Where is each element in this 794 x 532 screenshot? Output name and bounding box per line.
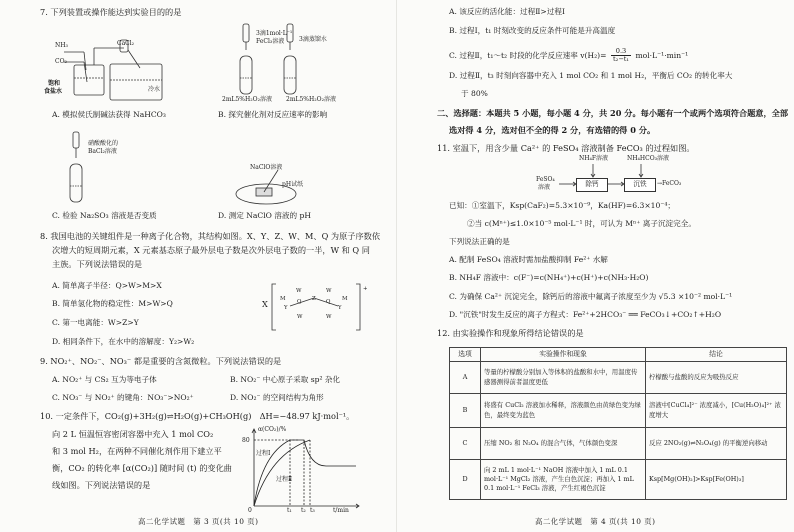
graph-xlabel: t/min: [333, 507, 349, 514]
q10-stem: 10. 一定条件下，CO₂(g)+3H₂(g)⇌H₂O(g)+CH₃OH(g) ΔH=−48.97 kJ·mol⁻¹。: [40, 411, 355, 421]
q7-option-c[interactable]: C. 检验 Na₂SO₃ 溶液是否变质: [52, 211, 157, 220]
q10-option-c-fraction: [611, 48, 631, 64]
row-operation: 向 2 mL 1 mol·L⁻¹ NaOH 溶液中加入 1 mL 0.1 mol·L⁻¹ MgCl₂ 溶液，产生白色沉淀；再加入 1 mL 0.1 mol·L⁻¹ FeCl₃ 溶液，产生红褐色沉淀: [481, 460, 646, 500]
q10-line5: 线如图。下列说法错误的是: [52, 480, 151, 490]
label-fecl3-solution: FeCl₃溶液: [256, 38, 285, 45]
q8-stem-line3: 主族。下列说法错误的是: [52, 259, 143, 269]
struct-w2: W: [326, 288, 332, 294]
struct-m1: M: [280, 296, 286, 302]
graph-t1: t₁: [287, 507, 292, 514]
flow-box-remove-calcium: 除钙: [576, 178, 608, 192]
graph-path2-label: 过程Ⅱ: [276, 476, 293, 483]
struct-plus: +: [363, 286, 368, 292]
q9-stem: 9. NO₂⁺、NO₂⁻、NO₃⁻ 都是重要的含氮微粒。下列说法错误的是: [40, 356, 282, 366]
q7-option-b[interactable]: B. 探究催化剂对反应速率的影响: [218, 110, 328, 119]
struct-w1: W: [296, 288, 302, 294]
graph-t2: t₂: [301, 507, 306, 514]
q10-line2: 向 2 L 恒温恒容密闭容器中充入 1 mol CO₂: [52, 429, 214, 439]
q8-option-d[interactable]: D. 相同条件下，在水中的溶解度：Y₂>W₂: [52, 337, 195, 346]
q11-option-a[interactable]: A. 配制 FeSO₄ 溶液时需加盐酸抑制 Fe²⁺ 水解: [449, 255, 608, 264]
struct-x: X: [262, 299, 268, 309]
row-conclusion: Ksp[Mg(OH)₂]>Ksp[Fe(OH)₃]: [646, 460, 787, 500]
graph-y80: 80: [242, 437, 250, 444]
q10-line3: 和 3 mol H₂，在两种不同催化剂作用下建立平: [52, 446, 222, 456]
struct-m2: M: [342, 296, 348, 302]
q11-option-d[interactable]: D. "沉铁"时发生反应的离子方程式：Fe²⁺+2HCO₃⁻ ══ FeCO₃↓+CO₂↑+H₂O: [449, 310, 722, 319]
q10-option-c-unit: mol·L⁻¹·min⁻¹: [635, 50, 689, 60]
label-bacl2: BaCl₂溶液: [88, 148, 117, 155]
q8-option-a[interactable]: A. 简单离子半径：Q>W>M>X: [52, 281, 162, 290]
q11-option-c[interactable]: C. 为确保 Ca²⁺ 沉淀完全，除钙后的溶液中氟离子浓度至少为 √5.3 ×10⁻² mol·L⁻¹: [449, 292, 733, 301]
graph-path1-label: 过程Ⅰ: [256, 450, 271, 457]
q11-known-2: ②当 c(Mⁿ⁺)≤1.0×10⁻⁵ mol·L⁻¹ 时，可认为 Mⁿ⁺ 离子沉淀完全。: [467, 219, 696, 228]
graph-ylabel: α(CO₂)/%: [258, 426, 287, 433]
table-row[interactable]: [450, 394, 787, 428]
table-row[interactable]: [450, 362, 787, 394]
label-brine-2: 食盐水: [44, 88, 63, 95]
q8-stem-line1: 8. 我国电池的关键组件是一种离子化合物，其结构如图。X、Y、Z、W、M、Q 为原子序数依: [40, 231, 381, 241]
header-conclusion: 结论: [646, 348, 787, 362]
label-h2o2-left: 2mL5%H₂O₂溶液: [222, 96, 272, 103]
row-key: D: [450, 460, 481, 500]
q12-stem: 12. 由实验操作和现象所得结论错误的是: [437, 328, 584, 338]
table-row[interactable]: [450, 428, 787, 460]
label-brine: 饱和: [48, 80, 61, 87]
flow-reagent-2: NH₄HCO₃溶液: [627, 155, 670, 162]
flow-feed: FeSO₄: [536, 176, 555, 183]
label-cold-water: 冷水: [148, 86, 161, 93]
table-row[interactable]: [450, 460, 787, 500]
q10-option-c-prefix: C. 过程Ⅱ，t₁～t₂ 时段的化学反应速率 v(H₂)=: [449, 50, 607, 60]
flow-reagent-1: NH₄F溶液: [579, 155, 609, 162]
fraction-denominator: t₂−t₁: [612, 55, 630, 64]
fraction-numerator: 0.3: [611, 48, 631, 56]
left-footer: 高二化学试题 第 3 页(共 10 页): [138, 517, 259, 526]
q9-option-c[interactable]: C. NO₃⁻ 与 NO₂⁺ 的键角：NO₃⁻>NO₂⁺: [52, 393, 194, 402]
q11-known-1: 已知：①室温下，Ksp(CaF₂)=5.3×10⁻⁹，Ka(HF)=6.3×10⁻⁴；: [449, 201, 675, 210]
row-conclusion: 溶液中[CuCl₄]²⁻ 浓度减小，[Cu(H₂O)₄]²⁺ 浓度增大: [646, 394, 787, 428]
row-operation: 等量的柠檬酸分别加入等体积的盐酸和水中，用温度传感器测得前者温度更低: [481, 362, 646, 394]
label-acidified: 硝酸酸化的: [88, 140, 119, 147]
q12-experiment-table: [449, 347, 787, 500]
graph-origin: 0: [248, 507, 252, 514]
flow-box-precipitate-iron: 沉铁: [624, 178, 656, 192]
struct-q2: Q: [326, 299, 331, 305]
row-key: B: [450, 394, 481, 428]
apparatus-d-diagram: [232, 168, 312, 210]
row-key: C: [450, 428, 481, 460]
row-conclusion: 反应 2NO₂(g)⇌N₂O₄(g) 的平衡逆向移动: [646, 428, 787, 460]
q10-conversion-graph: [240, 426, 364, 516]
q11-stem: 11. 室温下，用含少量 Ca²⁺ 的 FeSO₄ 溶液制备 FeCO₃ 的过程如图。: [437, 143, 695, 153]
q8-option-c[interactable]: C. 第一电离能：W>Z>Y: [52, 318, 139, 327]
flow-product: →FeCO₃: [657, 180, 682, 187]
q7-option-a[interactable]: A. 模拟侯氏制碱法获得 NaHCO₃: [52, 110, 166, 119]
q10-option-c[interactable]: [449, 48, 688, 64]
q7-option-d[interactable]: D. 测定 NaClO 溶液的 pH: [218, 211, 311, 220]
struct-q1: Q: [297, 299, 302, 305]
right-footer: 高二化学试题 第 4 页(共 10 页): [535, 517, 656, 526]
label-h2o2-right: 2mL5%H₂O₂溶液: [286, 96, 336, 103]
label-fecl3-drops: 3滴1mol·L⁻¹: [256, 30, 293, 37]
label-naclo: NaClO溶液: [250, 164, 283, 171]
q10-option-a[interactable]: A. 该反应的活化能：过程Ⅱ>过程Ⅰ: [449, 7, 565, 16]
struct-w4: W: [326, 314, 332, 320]
label-nh3: NH₃: [55, 42, 68, 49]
right-page: [397, 0, 794, 532]
row-conclusion: 柠檬酸与盐酸的反应为吸热反应: [646, 362, 787, 394]
q9-option-d[interactable]: D. NO₂⁻ 的空间结构为角形: [230, 393, 324, 402]
label-ph-paper: pH试纸: [282, 181, 304, 188]
section-2-header-line2: 选对得 4 分，选对但不全的得 2 分，有选错的得 0 分。: [449, 125, 656, 135]
q8-structure-bracket: [262, 282, 372, 332]
header-option: 选项: [450, 348, 481, 362]
row-operation: 压缩 NO₂ 和 N₂O₄ 的混合气体，气体颜色变深: [481, 428, 646, 460]
struct-z: Z: [312, 296, 316, 302]
q10-option-b[interactable]: B. 过程Ⅰ，t₁ 时刻改变的反应条件可能是升高温度: [449, 26, 616, 35]
q11-ask: 下列说法正确的是: [449, 237, 510, 246]
q8-option-b[interactable]: B. 简单氢化物的稳定性：M>W>Q: [52, 299, 173, 308]
struct-y2: Y: [338, 305, 342, 311]
label-co2: CO₂: [55, 58, 67, 65]
graph-t3: t₃: [310, 507, 315, 514]
q10-option-d-line1[interactable]: D. 过程Ⅱ，t₃ 时刻向容器中充入 1 mol CO₂ 和 1 mol H₂，平衡后 CO₂ 的转化率大: [449, 71, 733, 80]
label-water-drops: 3滴蒸馏水: [299, 36, 327, 43]
row-operation: 将盛有 CuCl₂ 溶液加水稀释，溶液颜色由黄绿色变为绿色，最终变为蓝色: [481, 394, 646, 428]
struct-w3: W: [297, 314, 303, 320]
q11-option-b[interactable]: B. NH₄F 溶液中：c(F⁻)=c(NH₄⁺)+c(H⁺)+c(NH₃·H₂O): [449, 273, 649, 282]
table-header-row: [450, 348, 787, 362]
q8-stem-line2: 次增大的短周期元素，X 元素基态原子最外层电子数是次外层电子数的一半，W 和 Q 同: [52, 245, 370, 255]
q10-option-d-line2: 于 80%: [461, 89, 488, 98]
header-operation: 实验操作和现象: [481, 348, 646, 362]
struct-y1: Y: [284, 305, 288, 311]
label-cacl2: CaCl₂: [117, 40, 135, 47]
row-key: A: [450, 362, 481, 394]
flow-feed-2: 溶液: [538, 184, 551, 191]
q7-stem: 7. 下列装置或操作能达到实验目的的是: [40, 7, 182, 17]
q9-option-b[interactable]: B. NO₂⁻ 中心原子采取 sp² 杂化: [230, 375, 341, 384]
q9-option-a[interactable]: A. NO₂⁺ 与 CS₂ 互为等电子体: [52, 375, 157, 384]
section-2-header-line1: 二、选择题：本题共 5 小题，每小题 4 分，共 20 分。每小题有一个或两个选项符合题意，全部: [437, 108, 789, 118]
q10-line4: 衡，CO₂ 的转化率 [α(CO₂)] 随时间 (t) 的变化曲: [52, 463, 232, 473]
